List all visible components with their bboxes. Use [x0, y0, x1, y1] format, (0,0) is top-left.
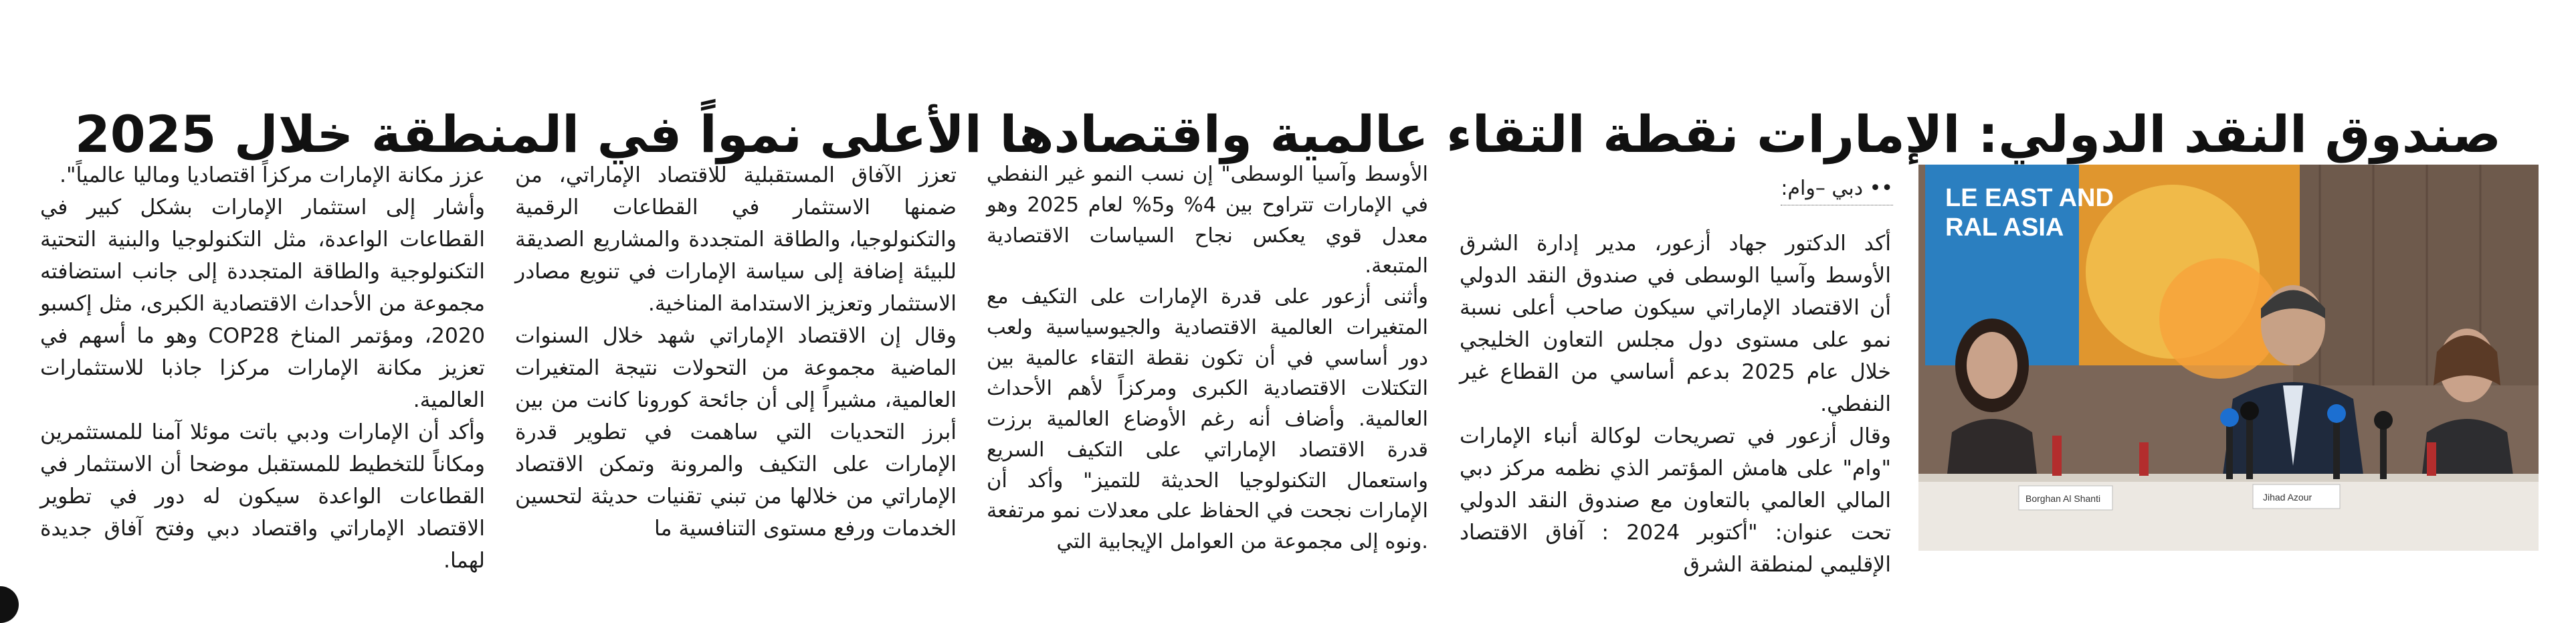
page-edge-mark: [0, 586, 19, 623]
headline: صندوق النقد الدولي: الإمارات نقطة التقاء عالمية واقتصادها الأعلى نمواً في المنطقة خلال 2025: [74, 104, 2502, 164]
article-photo: [1918, 165, 2539, 551]
paragraph: وأشار إلى استثمار الإمارات بشكل كبير في القطاعات الواعدة، مثل التكنولوجيا والبنية التحتية التكنولوجية والطاقة المتجددة إلى جانب استضافته مجموعة من الأحداث الاقتصادية الكبرى، مثل إكسبو 2020، ومؤتمر المناخ COP28 وهو ما أسهم في تعزيز مكانة الإمارات مركزا جاذبا للاستثمارات العالمية.: [40, 195, 486, 412]
paragraph: وقال أزعور في تصريحات لوكالة أنباء الإمارات "وام" على هامش المؤتمر الذي نظمه مركز دبي المالي العالمي بالتعاون مع صندوق النقد الدولي تحت عنوان: "أكتوبر 2024 : آفاق الاقتصاد الإقليمي لمنطقة الشرق: [1460, 424, 1891, 577]
paragraph: الأوسط وآسيا الوسطى" إن نسب النمو غير النفطي في الإمارات تتراوح بين 4% و5% لعام 2025 وهو معدل قوي يعكس نجاح السياسات الاقتصادية المتبعة.: [987, 163, 1429, 278]
article-column-4: [40, 159, 485, 577]
banner-text-1: LE EAST AND: [1945, 184, 2114, 212]
name-plate-right: Borghan Al Shanti: [2025, 493, 2101, 504]
byline-text: •• دبي –وام:: [1781, 175, 1893, 205]
name-plate-left: Jihad Azour: [2263, 492, 2312, 503]
paragraph: وأكد أن الإمارات ودبي باتت موئلا آمنا للمستثمرين ومكاناً للتخطيط للمستقبل موضحا أن الاستثمار في القطاعات الواعدة سيكون له دور في تطوير الاقتصاد الإماراتي واقتصاد دبي وفتح آفاق جديدة لهما.: [40, 420, 485, 573]
paragraph: تعزز الآفاق المستقبلية للاقتصاد الإماراتي، من ضمنها الاستثمار في القطاعات الرقمية والتكنولوجيا، والطاقة المتجددة والمشاريع الصديقة للبيئة إضافة إلى سياسة الإمارات في تنويع مصادر الاستثمار وتعزيز الاستدامة المناخية.: [515, 163, 957, 316]
paragraph: وقال إن الاقتصاد الإماراتي شهد خلال السنوات الماضية مجموعة من التحولات نتيجة المتغيرات العالمية، مشيراً إلى أن جائحة كورونا كانت من بين أبرز التحديات التي ساهمت في تطوير قدرة الإمارات على التكيف والمرونة وتمكن الاقتصاد الإماراتي من خلالها من تبني تقنيات حديثة لتحسين الخدمات ورفع مستوى التنافسية ما: [515, 324, 957, 541]
banner-text-2: RAL ASIA: [1945, 213, 2064, 242]
article-column-1: [1460, 228, 1891, 581]
press-conference-image: [1918, 165, 2539, 551]
paragraph: عزز مكانة الإمارات مركزاً اقتصاديا وماليا عالمياً".: [60, 163, 485, 187]
paragraph: وأثنى أزعور على قدرة الإمارات على التكيف مع المتغيرات العالمية الاقتصادية والجيوسياسية ولعب دور أساسي في أن تكون نقطة التقاء عالمية بين التكتلات الاقتصادية الكبرى ومركزاً لأهم الأحداث العالمية. وأضاف أنه رغم الأوضاع العالمية برزت قدرة الاقتصاد الإماراتي على التكيف السريع واستعمال التكنولوجيا الحديثة للتميز" وأكد أن الإمارات نجحت في الحفاظ على معدلات نمو مرتفعة .ونوه إلى مجموعة من العوامل الإيجابية التي: [987, 285, 1428, 553]
paragraph: أكد الدكتور جهاد أزعور، مدير إدارة الشرق الأوسط وآسيا الوسطى في صندوق النقد الدولي أن الاقتصاد الإماراتي سيكون صاحب أعلى نسبة نمو على مستوى دول مجلس التعاون الخليجي خلال عام 2025 بدعم أساسي من القطاع غير النفطي.: [1460, 232, 1892, 416]
article-column-2: [987, 159, 1428, 557]
article-column-3: [515, 159, 957, 545]
byline: [1458, 175, 1893, 205]
